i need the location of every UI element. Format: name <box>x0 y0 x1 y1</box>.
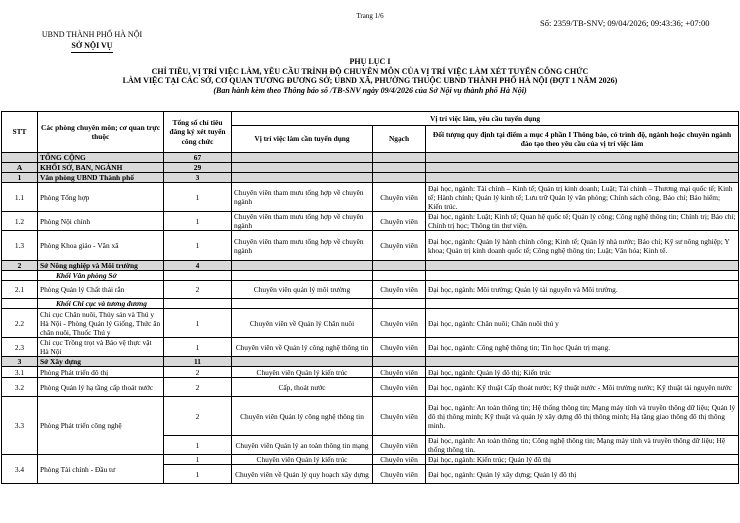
title-appendix: PHỤ LỤC I <box>349 57 391 66</box>
row-stt: 3.2 <box>2 378 38 397</box>
row-position: Cấp, thoát nước <box>232 378 373 397</box>
group-label: Sở Xây dựng <box>38 357 164 367</box>
section-stt: A <box>2 163 38 173</box>
document-titles <box>0 57 740 95</box>
row-quota: 1 <box>164 212 232 231</box>
row-stt: 3.4 <box>2 455 38 484</box>
row-position: Chuyên viên Quản lý kiến trúc <box>232 455 373 465</box>
row-requirement: Đại học, ngành: Công nghệ thông tin; Tin học Quản trị mạng. <box>426 338 739 357</box>
table-row <box>2 455 739 465</box>
row-requirement: Đại học, ngành: An toàn thông tin; Công nghệ thông tin; Mạng máy tính và truyền thông dữ liệu; Hệ thống thông tin. <box>426 436 739 455</box>
row-requirement: Đại học, ngành: Tài chính – Kinh tế; Quản trị kinh doanh; Luật; Tài chính – Thương mại quốc tế; Kinh tế; Hành chính; Quản lý kinh tế; Lưu trữ Quản lý văn phòng; Chính sách công, Báo chí; Bảo hiểm; Kiến trúc. <box>426 183 739 212</box>
subgroup-label: Khối Văn phòng Sở <box>38 271 164 281</box>
row-position: Chuyên viên tham mưu tổng hợp về chuyên ngành <box>232 183 373 212</box>
row-quota: 1 <box>164 183 232 212</box>
issuing-agency <box>22 29 162 51</box>
title-main-1: CHỈ TIÊU, VỊ TRÍ VIỆC LÀM, YÊU CẦU TRÌNH ĐỘ CHUYÊN MÔN CỦA VỊ TRÍ VIỆC LÀM XÉT TUYỂN CÔNG CHỨC <box>151 66 589 76</box>
header-unit: Các phòng chuyên môn; cơ quan trực thuộc <box>38 112 164 153</box>
row-requirement: Đại học, ngành: Kỹ thuật Cấp thoát nước; Kỹ thuật nước - Môi trường nước; Kỹ thuật tài nguyên nước <box>426 378 739 397</box>
row-position: Chuyên viên quản lý môi trường <box>232 281 373 299</box>
row-unit: Phòng Phát triển đô thị <box>38 367 164 378</box>
total-value: 67 <box>164 153 232 163</box>
row-quota: 1 <box>164 309 232 338</box>
table-row <box>2 281 739 299</box>
section-label: KHỐI SỞ, BAN, NGÀNH <box>38 163 164 173</box>
table-row <box>2 367 739 378</box>
agency-line-1: UBND THÀNH PHỐ HÀ NỘI <box>41 30 143 39</box>
row-rank: Chuyên viên <box>373 465 426 484</box>
row-unit: Phòng Tài chính - Đầu tư <box>38 455 164 484</box>
row-quota: 2 <box>164 367 232 378</box>
row-requirement: Đại học, ngành: Môi trường; Quản lý tài nguyên và Môi trường. <box>426 281 739 299</box>
group-stt: 3 <box>2 357 38 367</box>
row-unit: Phòng Tổng hợp <box>38 183 164 212</box>
group-row <box>2 357 739 367</box>
row-position: Chuyên viên tham mưu tổng hợp về chuyên ngành <box>232 212 373 231</box>
table-row <box>2 338 739 357</box>
row-requirement: Đại học, ngành: Quản lý xây dựng; Quản lý đô thị <box>426 465 739 484</box>
header-stt: STT <box>2 112 38 153</box>
page-number: Trang 1/6 <box>356 12 384 20</box>
row-requirement: Đại học, ngành: Luật; Kinh tế; Quan hệ quốc tế; Quản lý công; Công nghệ thông tin; Chính trị; Báo chí; Chính trị học; Thông tin thư viện. <box>426 212 739 231</box>
row-rank: Chuyên viên <box>373 309 426 338</box>
row-stt: 1.2 <box>2 212 38 231</box>
group-label: Văn phòng UBND Thành phố <box>38 173 164 183</box>
row-position: Chuyên viên Quản lý kiến trúc <box>232 367 373 378</box>
group-value: 11 <box>164 357 232 367</box>
row-stt: 2.3 <box>2 338 38 357</box>
group-stt: 1 <box>2 173 38 183</box>
row-rank: Chuyên viên <box>373 338 426 357</box>
row-rank: Chuyên viên <box>373 183 426 212</box>
row-requirement: Đại học, ngành: Chăn nuôi; Chăn nuôi thú y <box>426 309 739 338</box>
row-stt: 1.1 <box>2 183 38 212</box>
row-quota: 2 <box>164 397 232 436</box>
document-reference: Số: 2359/TB-SNV; 09/04/2026; 09:43:36; +07:00 <box>540 18 710 28</box>
header-rank: Ngạch <box>373 126 426 153</box>
group-row <box>2 173 739 183</box>
group-label: Sở Nông nghiệp và Môi trường <box>38 261 164 271</box>
row-position: Chuyên viên tham mưu tổng hợp về chuyên ngành <box>232 231 373 261</box>
group-row <box>2 261 739 271</box>
row-quota: 1 <box>164 436 232 455</box>
table-row <box>2 212 739 231</box>
row-rank: Chuyên viên <box>373 281 426 299</box>
row-stt: 2.2 <box>2 309 38 338</box>
table-row <box>2 397 739 436</box>
row-rank: Chuyên viên <box>373 397 426 436</box>
header-group: Vị trí việc làm, yêu cầu tuyển dụng <box>232 112 739 126</box>
row-quota: 2 <box>164 378 232 397</box>
row-rank: Chuyên viên <box>373 378 426 397</box>
row-unit: Phòng Quản lý hạ tầng cấp thoát nước <box>38 378 164 397</box>
row-rank: Chuyên viên <box>373 367 426 378</box>
total-row <box>2 153 739 163</box>
row-position: Chuyên viên Quản lý công nghệ thông tin <box>232 397 373 436</box>
row-unit: Chi cục Chăn nuôi, Thủy sản và Thú y Hà Nội - Phòng Quản lý Giống, Thức ăn chăn nuôi, Thuốc Thú y <box>38 309 164 338</box>
row-requirement: Đại học, ngành: An toàn thông tin; Hệ thống thông tin; Mạng máy tính và truyền thông dữ liệu; Quản lý đô thị thông minh; Kỹ thuật và quản lý xây dựng đô thị thông minh; Hạ tầng giao thông đô thị thông minh. <box>426 397 739 436</box>
agency-line-2: SỞ NỘI VỤ <box>71 41 113 50</box>
title-subtitle: (Ban hành kèm theo Thông báo số /TB-SNV ngày 09/4/2026 của Sở Nội vụ thành phố Hà Nội) <box>213 85 527 95</box>
table-row <box>2 183 739 212</box>
row-requirement: Đại học, ngành: Quản lý hành chính công; Kinh tế; Quản lý nhà nước; Báo chí; Kỹ sư nông nghiệp; Y khoa; Quản trị kinh doanh quốc tế; Công nghệ thông tin; Luật; Văn hóa; Kinh tế. <box>426 231 739 261</box>
section-row <box>2 163 739 173</box>
table-row <box>2 309 739 338</box>
section-value: 29 <box>164 163 232 173</box>
subgroup-row <box>2 299 739 309</box>
agency-underline <box>71 52 113 53</box>
row-stt: 2.1 <box>2 281 38 299</box>
header-row-1 <box>2 112 739 126</box>
row-requirement: Đại học, ngành: Kiến trúc; Quản lý đô thị <box>426 455 739 465</box>
group-stt: 2 <box>2 261 38 271</box>
row-unit: Phòng Nội chính <box>38 212 164 231</box>
row-stt: 3.1 <box>2 367 38 378</box>
total-label: TỔNG CỘNG <box>38 153 164 163</box>
row-unit: Chi cục Trồng trọt và Bảo vệ thực vật Hà Nội <box>38 338 164 357</box>
row-stt: 1.3 <box>2 231 38 261</box>
row-position: Chuyên viên Quản lý an toàn thông tin mạng <box>232 436 373 455</box>
row-quota: 1 <box>164 231 232 261</box>
row-rank: Chuyên viên <box>373 436 426 455</box>
row-quota: 2 <box>164 281 232 299</box>
header-quota: Tổng số chỉ tiêu đăng ký xét tuyển công chức <box>164 112 232 153</box>
title-main-2: LÀM VIỆC TẠI CÁC SỞ, CƠ QUAN TƯƠNG ĐƯƠNG SỞ; UBND XÃ, PHƯỜNG THUỘC UBND THÀNH PHỐ HÀ NỘI (ĐỢT 1 NĂM 2026) <box>122 76 618 86</box>
table-row <box>2 378 739 397</box>
subgroup-row <box>2 271 739 281</box>
row-stt: 3.3 <box>2 397 38 455</box>
row-position: Chuyên viên về Quản lý công nghệ thông tin <box>232 338 373 357</box>
row-requirement: Đại học, ngành: Quản lý đô thị; Kiến trúc <box>426 367 739 378</box>
table-row <box>2 231 739 261</box>
group-value: 3 <box>164 173 232 183</box>
subgroup-label: Khối Chi cục và tương đương <box>38 299 164 309</box>
row-quota: 1 <box>164 455 232 465</box>
row-rank: Chuyên viên <box>373 455 426 465</box>
row-position: Chuyên viên về Quản lý quy hoạch xây dựng <box>232 465 373 484</box>
header-requirement: Đối tượng quy định tại điểm a mục 4 phần I Thông báo, có trình độ, ngành hoặc chuyên ngành đào tạo theo yêu cầu của vị trí việc làm <box>426 126 739 153</box>
row-unit: Phòng Quản lý Chất thải rắn <box>38 281 164 299</box>
row-rank: Chuyên viên <box>373 212 426 231</box>
row-unit: Phòng Khoa giáo - Văn xã <box>38 231 164 261</box>
recruitment-table <box>1 111 739 484</box>
row-quota: 1 <box>164 338 232 357</box>
group-value: 4 <box>164 261 232 271</box>
row-position: Chuyên viên về Quản lý Chăn nuôi <box>232 309 373 338</box>
row-rank: Chuyên viên <box>373 231 426 261</box>
row-unit: Phòng Phát triển công nghệ <box>38 397 164 455</box>
row-quota: 1 <box>164 465 232 484</box>
header-position: Vị trí việc làm cần tuyển dụng <box>232 126 373 153</box>
